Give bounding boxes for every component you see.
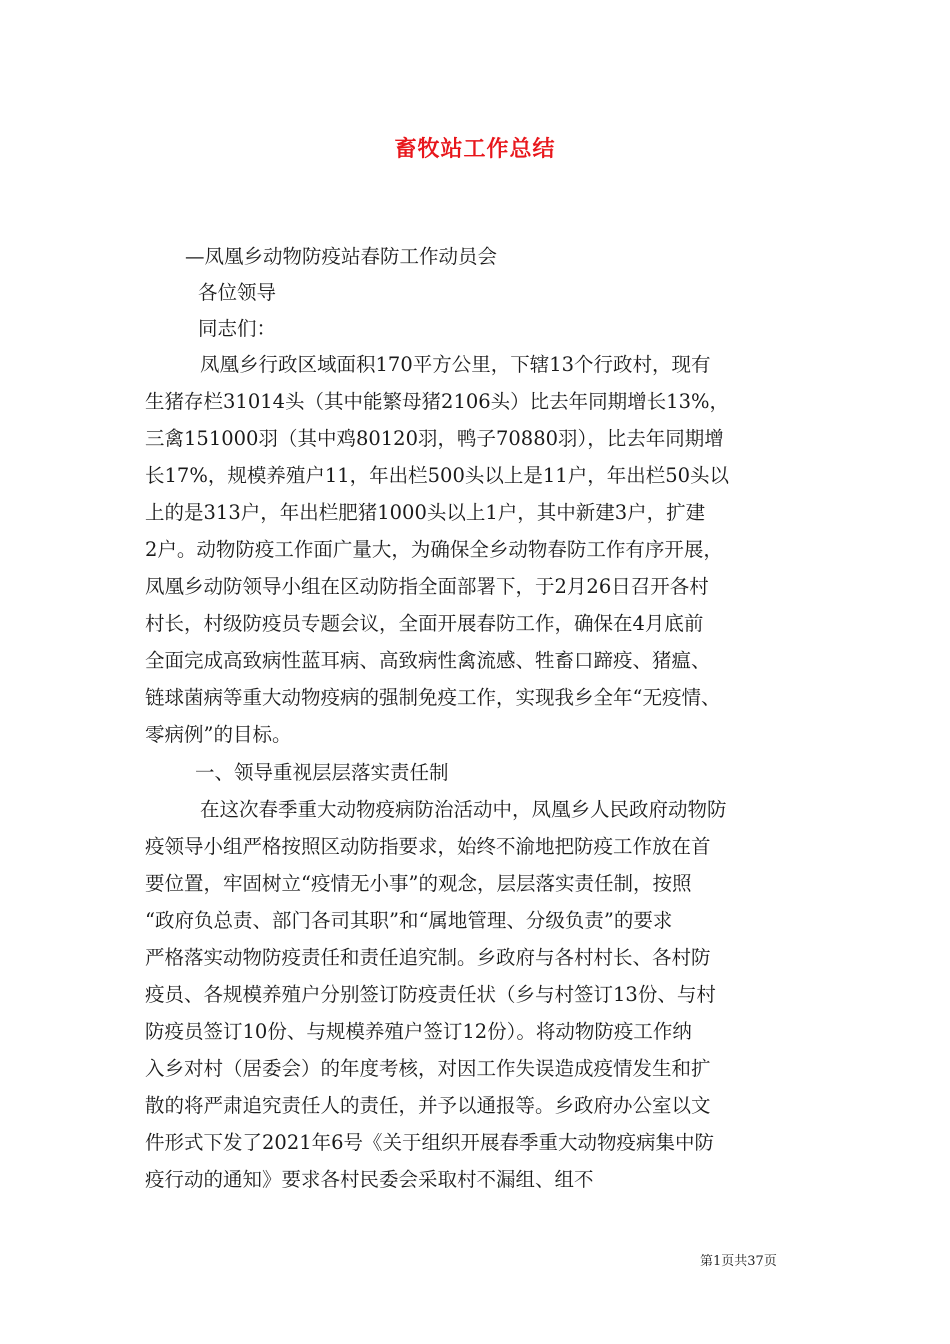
paragraph-line: 三禽151000羽（其中鸡80120羽，鸭子70880羽），比去年同期增 — [145, 427, 724, 450]
paragraph-line: 上的是313户，年出栏肥猪1000头以上1户，其中新建3户，扩建 — [145, 501, 706, 524]
paragraph-line: 疫领导小组严格按照区动防指要求，始终不渝地把防疫工作放在首 — [145, 835, 711, 858]
paragraph-line: 防疫员签订10份、与规模养殖户签订12份）。将动物防疫工作纳 — [145, 1020, 692, 1043]
paragraph-line: 村长，村级防疫员专题会议，全面开展春防工作，确保在4月底前 — [145, 612, 704, 635]
paragraph-line: 长17%，规模养殖户11，年出栏500头以上是11户，年出栏50头以 — [145, 464, 730, 487]
section-heading: 一、领导重视层层落实责任制 — [195, 761, 449, 784]
paragraph-line: 生猪存栏31014头（其中能繁母猪2106头）比去年同期增长13%， — [145, 390, 730, 413]
paragraph-line: 散的将严肃追究责任人的责任，并予以通报等。乡政府办公室以文 — [145, 1094, 711, 1117]
salutation-line: 同志们： — [198, 317, 277, 340]
page-number: 第1页共37页 — [700, 1254, 777, 1269]
paragraph-line: 疫员、各规模养殖户分别签订防疫责任状（乡与村签订13份、与村 — [145, 983, 716, 1006]
paragraph-line: 凤凰乡动防领导小组在区动防指全面部署下，于2月26日召开各村 — [145, 575, 709, 598]
paragraph-line: “政府负总责、部门各司其职”和“属地管理、分级负责”的要求 — [145, 909, 673, 932]
paragraph-line: 要位置，牢固树立“疫情无小事”的观念，层层落实责任制，按照 — [145, 872, 692, 895]
paragraph-line: 件形式下发了2021年6号《关于组织开展春季重大动物疫病集中防 — [145, 1131, 715, 1154]
paragraph-line: 入乡对村（居委会）的年度考核，对因工作失误造成疫情发生和扩 — [145, 1057, 711, 1080]
paragraph-line: 严格落实动物防疫责任和责任追究制。乡政府与各村村长、各村防 — [145, 946, 711, 969]
paragraph-line: 链球菌病等重大动物疫病的强制免疫工作，实现我乡全年“无疫情、 — [145, 686, 721, 709]
paragraph-line: 在这次春季重大动物疫病防治活动中，凤凰乡人民政府动物防 — [200, 798, 727, 821]
paragraph-line: 凤凰乡行政区域面积170平方公里，下辖13个行政村，现有 — [200, 353, 711, 376]
document-title: 畜牧站工作总结 — [394, 137, 556, 162]
subtitle-line: —凤凰乡动物防疫站春防工作动员会 — [185, 245, 498, 268]
paragraph-line: 零病例”的目标。 — [145, 723, 292, 746]
paragraph-line: 2户。动物防疫工作面广量大，为确保全乡动物春防工作有序开展， — [145, 538, 723, 561]
paragraph-line: 疫行动的通知》要求各村民委会采取村不漏组、组不 — [145, 1168, 594, 1191]
paragraph-line: 全面完成高致病性蓝耳病、高致病性禽流感、牲畜口蹄疫、猪瘟、 — [145, 649, 711, 672]
salutation-line: 各位领导 — [198, 281, 277, 304]
